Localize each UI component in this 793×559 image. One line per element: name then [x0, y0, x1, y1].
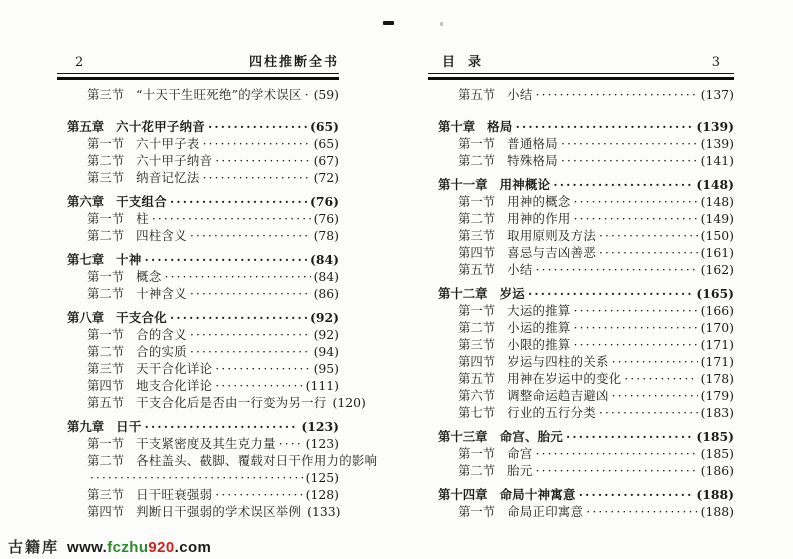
toc-entry-page: (150)	[700, 228, 734, 243]
toc-entry-page: (76)	[313, 211, 339, 226]
toc-entry-label: 第三节	[87, 487, 125, 502]
toc-entry-page: (123)	[305, 436, 339, 451]
toc-entry	[428, 353, 734, 370]
toc-dot-leader	[574, 319, 698, 337]
toc-entry-title: 六十甲子纳音	[136, 153, 213, 168]
toc-entry-label: 第一节	[458, 194, 496, 209]
toc-entry-title: 岁运与四柱的关系	[507, 354, 609, 369]
toc-entry-page: (133)	[307, 504, 341, 519]
toc-entry-title: 干支合化后是否由一行变为另一行	[136, 395, 327, 410]
toc-entry	[57, 169, 339, 186]
toc-entry	[57, 377, 339, 394]
toc-entry-label: 第二节	[87, 228, 125, 243]
toc-dot-leader	[574, 210, 698, 228]
left-page-header	[57, 54, 339, 70]
toc-dot-leader	[561, 152, 698, 170]
toc-entry-label: 第一节	[87, 269, 125, 284]
toc-entry-title: 十神含义	[136, 286, 187, 301]
toc-entry-title: 小结	[507, 87, 533, 102]
toc-entry-title: 判断日干强弱的学术误区举例	[136, 504, 302, 519]
toc-dot-leader	[215, 377, 302, 395]
toc-entry	[428, 319, 734, 336]
toc-entry-label: 第五节	[458, 262, 496, 277]
toc-entry-page: (72)	[313, 170, 339, 185]
watermark-url-prefix: www.	[67, 539, 108, 556]
toc-entry-page: (59)	[313, 87, 339, 102]
toc-entry-title: 行业的五行分类	[507, 405, 597, 420]
toc-entry-title: 小结	[507, 262, 533, 277]
toc-entry-page: (78)	[313, 228, 339, 243]
toc-entry-label: 第十二章	[438, 286, 488, 301]
toc-entry-title: 用神在岁运中的变化	[507, 371, 622, 386]
toc-entry-page: (123)	[301, 419, 339, 434]
toc-entry-title: 概念	[136, 269, 162, 284]
toc-entry-label: 第二节	[458, 153, 496, 168]
toc-entry	[57, 118, 339, 135]
toc-entry-title: 喜忌与吉凶善恶	[507, 245, 597, 260]
toc-dot-leader	[536, 445, 698, 463]
toc-entry	[57, 210, 339, 227]
toc-entry	[428, 118, 734, 135]
toc-dot-leader	[208, 118, 307, 136]
toc-entry-label: 第一节	[87, 211, 125, 226]
toc-entry-page: (186)	[700, 463, 734, 478]
toc-entry	[428, 428, 734, 445]
toc-entry-label: 第一节	[87, 136, 125, 151]
toc-entry-title: 特殊格局	[507, 153, 558, 168]
toc-dot-leader	[561, 135, 698, 153]
toc-entry-title: 合的实质	[136, 344, 187, 359]
toc-entry-page: (161)	[700, 245, 734, 260]
toc-entry-title: 地支合化详论	[136, 378, 213, 393]
toc-entry	[428, 336, 734, 353]
toc-entry-page: (166)	[700, 303, 734, 318]
toc-entry-page: (185)	[696, 429, 734, 444]
toc-entry	[57, 394, 366, 411]
toc-entry-title: 柱	[136, 211, 149, 226]
toc-entry-title: 命宫	[507, 446, 533, 461]
right-header-rule	[428, 73, 734, 80]
toc-entry-title: 干支合化	[116, 310, 167, 325]
watermark-url-suffix: .com	[174, 539, 212, 556]
toc-entry	[57, 227, 339, 244]
toc-entry	[57, 135, 339, 152]
watermark-site-number: 920	[148, 539, 175, 556]
toc-entry-page: (185)	[700, 446, 734, 461]
toc-dot-leader	[145, 418, 299, 436]
toc-entry-title: 纳音记忆法	[136, 170, 200, 185]
toc-entry-label: 第一节	[458, 303, 496, 318]
right-page	[428, 54, 734, 520]
toc-entry-label: 第二节	[87, 344, 125, 359]
toc-dot-leader	[574, 336, 698, 354]
toc-dot-leader	[574, 193, 698, 211]
toc-entry-title: 岁运	[499, 286, 525, 301]
toc-entry-label: 第二节	[87, 153, 125, 168]
toc-entry	[428, 227, 734, 244]
toc-entry	[428, 462, 734, 479]
watermark	[8, 536, 211, 556]
left-running-title: 四柱推断全书	[248, 55, 339, 70]
toc-entry	[428, 152, 734, 169]
toc-entry-page: (86)	[313, 286, 339, 301]
toc-entry	[57, 503, 339, 520]
toc-dot-leader	[579, 486, 694, 504]
toc-entry-page: (170)	[700, 320, 734, 335]
toc-entry	[428, 445, 734, 462]
toc-entry-title: 天干合化详论	[136, 361, 213, 376]
toc-entry-label: 第九章	[67, 419, 105, 434]
toc-entry-label: 第一节	[87, 436, 125, 451]
toc-dot-leader	[574, 302, 698, 320]
toc-entry	[428, 261, 734, 278]
toc-entry-label: 第四节	[87, 504, 125, 519]
toc-entry-page: (188)	[696, 487, 734, 502]
toc-entry-title: 调整命运趋吉避凶	[507, 388, 609, 403]
toc-dot-leader	[536, 261, 698, 279]
toc-entry	[57, 268, 339, 285]
right-running-title: 目 录	[442, 55, 482, 70]
toc-entry-page: (179)	[700, 388, 734, 403]
toc-dot-leader	[566, 428, 693, 446]
toc-dot-leader	[528, 285, 693, 303]
toc-entry	[57, 469, 339, 486]
toc-dot-leader	[599, 244, 698, 262]
toc-dot-leader	[536, 86, 698, 104]
toc-entry-page: (92)	[313, 327, 339, 342]
toc-entry	[428, 193, 734, 210]
toc-entry	[57, 193, 339, 210]
toc-entry-page: (92)	[310, 310, 339, 325]
toc-entry-label: 第十三章	[438, 429, 488, 444]
toc-entry-title: 干支组合	[116, 194, 167, 209]
toc-entry	[57, 285, 339, 302]
toc-entry-title: 小运的推算	[507, 320, 571, 335]
toc-entry	[57, 435, 339, 452]
toc-entry-label: 第二节	[458, 463, 496, 478]
toc-entry-title: 胎元	[507, 463, 533, 478]
toc-dot-leader	[586, 503, 697, 521]
toc-dot-leader	[203, 169, 311, 187]
toc-entry-label: 第十一章	[438, 177, 488, 192]
toc-dot-leader	[516, 118, 694, 136]
toc-entry-label: 第十四章	[438, 487, 488, 502]
toc-entry	[428, 86, 734, 103]
watermark-site-name: fczhu	[107, 539, 149, 556]
toc-entry-title: 大运的推算	[507, 303, 571, 318]
toc-entry-title: 六十花甲子纳音	[116, 119, 206, 134]
toc-entry-title: 日干旺衰强弱	[136, 487, 213, 502]
toc-dot-leader	[279, 435, 303, 453]
toc-entry-page: (67)	[313, 153, 339, 168]
toc-entry-title: 小限的推算	[507, 337, 571, 352]
left-header-rule	[57, 73, 339, 80]
toc-dot-leader	[612, 387, 698, 405]
toc-entry-label: 第二节	[87, 453, 125, 468]
toc-entry-label: 第五节	[458, 371, 496, 386]
toc-entry-label: 第一节	[458, 136, 496, 151]
toc-entry-label: 第一节	[87, 327, 125, 342]
toc-entry-title: 用神的作用	[507, 211, 571, 226]
toc-entry-title: 命局正印寓意	[507, 504, 584, 519]
toc-entry	[57, 343, 339, 360]
watermark-library-name: 古籍库	[8, 539, 60, 556]
toc-dot-leader	[190, 227, 311, 245]
toc-entry-title: 各柱盖头、截脚、覆载对日干作用力的影响	[136, 453, 378, 468]
toc-dot-leader	[599, 227, 698, 245]
toc-entry-title: “十天干生旺死绝”的学术误区	[136, 87, 302, 102]
toc-entry	[428, 285, 734, 302]
toc-entry-title: 十神	[116, 252, 142, 267]
toc-entry-page: (84)	[313, 269, 339, 284]
toc-entry-title: 格局	[487, 119, 513, 134]
toc-entry-label: 第三节	[87, 170, 125, 185]
toc-dot-leader	[145, 251, 307, 269]
toc-entry-label: 第三节	[87, 87, 125, 102]
toc-entry-page: (165)	[696, 286, 734, 301]
toc-entry-title: 命宫、胎元	[499, 429, 564, 444]
toc-entry-label: 第八章	[67, 310, 105, 325]
toc-entry-title: 用神概论	[499, 177, 551, 192]
toc-entry-label: 第七章	[67, 252, 105, 267]
toc-dot-leader	[599, 404, 698, 422]
toc-entry	[57, 452, 378, 469]
toc-dot-leader	[553, 176, 693, 194]
toc-entry-page: (162)	[700, 262, 734, 277]
toc-entry-title: 合的含义	[136, 327, 187, 342]
toc-entry-title: 取用原则及方法	[507, 228, 597, 243]
watermark-url	[67, 539, 211, 556]
toc-entry	[428, 486, 734, 503]
toc-entry-page: (183)	[700, 405, 734, 420]
toc-entry-label: 第二节	[87, 286, 125, 301]
toc-entry	[428, 503, 734, 520]
toc-entry-title: 四柱含义	[136, 228, 187, 243]
toc-entry-page: (76)	[310, 194, 339, 209]
toc-entry-page: (84)	[310, 252, 339, 267]
toc-entry-page: (149)	[700, 211, 734, 226]
toc-dot-leader	[152, 210, 311, 228]
toc-entry-title: 普通格局	[507, 136, 558, 151]
toc-dot-leader	[536, 462, 698, 480]
toc-entry-title: 六十甲子表	[136, 136, 200, 151]
toc-entry-label: 第一节	[458, 446, 496, 461]
toc-dot-leader	[170, 309, 307, 327]
toc-entry	[57, 486, 339, 503]
toc-entry-label: 第一节	[458, 504, 496, 519]
toc-dot-leader	[305, 86, 311, 104]
toc-entry	[428, 370, 734, 387]
toc-entry-page: (137)	[700, 87, 734, 102]
spine-mark	[383, 21, 394, 25]
toc-dot-leader	[170, 193, 307, 211]
toc-entry-page: (128)	[305, 487, 339, 502]
right-page-header	[428, 54, 734, 70]
toc-entry-page: (120)	[332, 395, 366, 410]
toc-entry	[428, 176, 734, 193]
toc-dot-leader	[215, 152, 310, 170]
left-toc-list	[57, 86, 378, 520]
toc-entry	[428, 135, 734, 152]
toc-entry-page: (95)	[313, 361, 339, 376]
toc-entry-title: 日干	[116, 419, 142, 434]
toc-entry	[428, 387, 734, 404]
toc-dot-leader	[203, 135, 311, 153]
toc-entry-label: 第二节	[458, 211, 496, 226]
toc-dot-leader	[612, 353, 698, 371]
toc-entry	[428, 244, 734, 261]
toc-entry-page: (139)	[700, 136, 734, 151]
toc-entry-page: (148)	[696, 177, 734, 192]
toc-entry	[57, 418, 339, 435]
left-page-number: 2	[75, 55, 84, 70]
toc-entry-label: 第五节	[458, 87, 496, 102]
toc-entry	[57, 86, 339, 103]
toc-dot-leader	[624, 370, 697, 388]
right-toc-list	[428, 86, 734, 520]
toc-dot-leader	[190, 285, 311, 303]
toc-entry	[428, 302, 734, 319]
left-page	[57, 54, 378, 520]
toc-entry-page: (94)	[313, 344, 339, 359]
toc-entry-page: (171)	[700, 337, 734, 352]
toc-entry-title: 干支紧密度及其生克力量	[136, 436, 276, 451]
toc-entry-page: (188)	[700, 504, 734, 519]
toc-entry-label: 第五节	[87, 395, 125, 410]
toc-entry-page: (125)	[305, 470, 339, 485]
toc-entry-page: (171)	[700, 354, 734, 369]
toc-entry-page: (65)	[310, 119, 339, 134]
toc-entry	[57, 251, 339, 268]
toc-dot-leader	[215, 486, 302, 504]
toc-entry	[428, 404, 734, 421]
toc-entry-title: 用神的概念	[507, 194, 571, 209]
toc-dot-leader	[215, 360, 310, 378]
toc-entry	[57, 326, 339, 343]
toc-entry-page: (139)	[696, 119, 734, 134]
scan-artifact-dot	[440, 22, 443, 26]
toc-entry-label: 第七节	[458, 405, 496, 420]
toc-entry	[57, 360, 339, 377]
right-page-number: 3	[711, 55, 720, 70]
toc-entry-label: 第六节	[458, 388, 496, 403]
toc-entry-label: 第二节	[458, 320, 496, 335]
toc-entry-label: 第五章	[67, 119, 105, 134]
toc-entry-page: (141)	[700, 153, 734, 168]
toc-entry-label: 第四节	[458, 354, 496, 369]
toc-dot-leader	[190, 343, 311, 361]
toc-dot-leader	[90, 469, 303, 487]
toc-entry-label: 第四节	[458, 245, 496, 260]
toc-entry-label: 第三节	[458, 228, 496, 243]
toc-entry	[57, 309, 339, 326]
toc-entry-label: 第六章	[67, 194, 105, 209]
toc-entry	[57, 152, 339, 169]
toc-entry-page: (148)	[700, 194, 734, 209]
toc-dot-leader	[165, 268, 311, 286]
toc-entry-page: (111)	[305, 378, 339, 393]
toc-entry	[428, 210, 734, 227]
toc-dot-leader	[190, 326, 311, 344]
toc-entry-title: 命局十神寓意	[499, 487, 576, 502]
toc-entry-label: 第十章	[438, 119, 476, 134]
toc-entry-page: (65)	[313, 136, 339, 151]
toc-entry-label: 第三节	[87, 361, 125, 376]
toc-entry-label: 第三节	[458, 337, 496, 352]
toc-entry-page: (178)	[700, 371, 734, 386]
toc-entry-label: 第四节	[87, 378, 125, 393]
